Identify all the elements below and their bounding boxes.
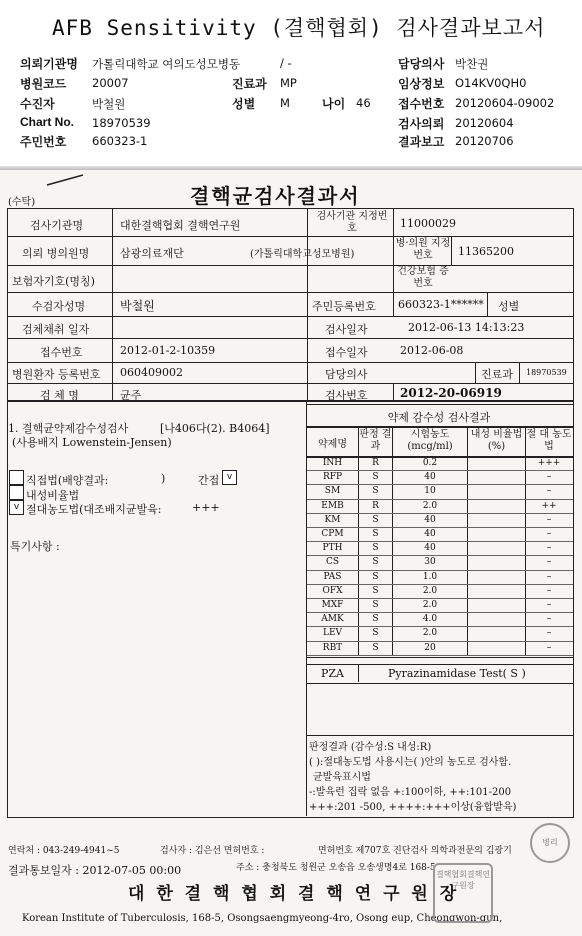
item-code: [나406다(2). B4064] bbox=[160, 422, 270, 435]
clinic-designation-label: 병·의원 지정번호 bbox=[395, 238, 451, 261]
drug-table-frame bbox=[306, 456, 574, 658]
drug-concentration: 40 bbox=[424, 529, 436, 539]
institute-seal-stamp: 결핵협회결핵연구원장 bbox=[433, 863, 493, 923]
medium-text: (사용배지 Lowenstein-Jensen) bbox=[12, 436, 172, 449]
test-request-label: 검사의뢰 bbox=[398, 117, 445, 131]
drug-name: RFP bbox=[322, 472, 343, 483]
drug-concentration: 2.0 bbox=[422, 628, 438, 639]
drug-result: S bbox=[372, 571, 379, 582]
legend-line-5: +++:201 -500, ++++:+++이상(융합발육) bbox=[309, 802, 517, 813]
referral-hospital-note: (가톨릭대학교성모병원) bbox=[250, 249, 355, 260]
rrn-label: 주민등록번호 bbox=[312, 300, 376, 313]
drug-header-concentration: 시험농도 (mcg/ml) bbox=[407, 429, 453, 452]
receipt-no-label: 접수번호 bbox=[398, 97, 445, 111]
drug-absolute: – bbox=[546, 585, 552, 596]
drug-name: OFX bbox=[322, 585, 343, 596]
drug-result: S bbox=[372, 557, 379, 568]
result-report-label: 결과보고 bbox=[398, 135, 445, 149]
footer-institute-ko: 대 한 결 핵 협 회 결 핵 연 구 원 장 bbox=[128, 884, 460, 904]
age-label: 나이 bbox=[322, 97, 346, 111]
drug-name: CS bbox=[325, 557, 340, 568]
age-value: 46 bbox=[356, 96, 371, 110]
drug-concentration: 10 bbox=[424, 486, 436, 497]
pza-value: Pyrazinamidase Test( S ) bbox=[388, 667, 526, 680]
hospital-patient-no-value: 060409002 bbox=[120, 366, 183, 379]
footer-address: 주소 : 충청북도 청원군 오송읍 오송생명4로 168-5 bbox=[236, 863, 436, 873]
footer-license: 면허번호 제707호 진단검사 의학과전문의 김광기 bbox=[318, 846, 512, 856]
drug-absolute: – bbox=[546, 628, 552, 639]
patient-name-value: 박철원 bbox=[92, 97, 126, 111]
requesting-institution-label: 의뢰기관명 bbox=[20, 57, 78, 71]
pen-stroke-mark bbox=[45, 172, 85, 188]
chart-no-label: Chart No. bbox=[20, 115, 74, 129]
pza-label: PZA bbox=[321, 667, 344, 680]
clinical-info-label: 임상정보 bbox=[398, 77, 445, 91]
drug-absolute: – bbox=[546, 614, 552, 625]
hospital-code-label: 병원코드 bbox=[20, 77, 67, 91]
accession-label: 접수번호 bbox=[40, 346, 83, 359]
drug-name: KM bbox=[324, 514, 341, 525]
drug-result: S bbox=[372, 642, 379, 653]
drug-name: LEV bbox=[322, 628, 343, 639]
indirect-method-label: 간접 bbox=[198, 474, 220, 487]
insurance-card-label: 건강보험 증번호 bbox=[397, 266, 449, 289]
report-header bbox=[0, 0, 582, 166]
direct-method-label: 직접법(배양결과: bbox=[26, 474, 109, 487]
dept-value: 18970539 bbox=[526, 368, 567, 377]
legend-line-1: 판정결과 (감수성:S 내성:R) bbox=[309, 742, 432, 753]
sex-value: M bbox=[280, 96, 290, 110]
drug-header-name: 약제명 bbox=[318, 439, 347, 450]
drug-result: S bbox=[372, 529, 379, 539]
referral-hospital-value: 삼광의료재단 bbox=[120, 247, 184, 260]
test-no-label: 검사번호 bbox=[325, 389, 368, 402]
drug-table-title: 약제 감수성 검사결과 bbox=[387, 411, 491, 424]
resident-no-value: 660323-1 bbox=[92, 134, 148, 148]
drug-concentration: 40 bbox=[424, 472, 436, 483]
drug-result: R bbox=[372, 500, 379, 511]
dept-label: 진료과 bbox=[481, 368, 513, 381]
patient-name-label: 수진자 bbox=[20, 97, 55, 111]
drug-name: CPM bbox=[321, 529, 344, 539]
test-institution-label: 검사기관명 bbox=[30, 219, 84, 232]
clinic-designation-value: 11365200 bbox=[458, 245, 514, 258]
hospital-patient-no-label: 병원환자 등록번호 bbox=[12, 368, 101, 381]
designation-label: 검사기관 지정번호 bbox=[316, 211, 388, 234]
drug-result: R bbox=[372, 458, 379, 468]
specimen-value: 균주 bbox=[120, 389, 142, 402]
drug-absolute: – bbox=[546, 472, 552, 483]
sex-label: 성별 bbox=[232, 97, 256, 111]
remarks-label: 특기사항 : bbox=[10, 540, 60, 553]
drug-result: S bbox=[372, 600, 379, 610]
drug-name: INH bbox=[322, 458, 343, 468]
form-title: 결핵균검사결과서 bbox=[190, 184, 361, 208]
test-request-value: 20120604 bbox=[455, 116, 514, 130]
drug-result: S bbox=[372, 514, 379, 525]
drug-header-result: 판정 결과 bbox=[359, 429, 392, 452]
patient-label: 수검자성명 bbox=[32, 300, 86, 313]
resident-no-label: 주민번호 bbox=[20, 135, 67, 149]
drug-result: S bbox=[372, 585, 379, 596]
drug-concentration: 40 bbox=[424, 543, 436, 554]
drug-absolute: ++ bbox=[541, 500, 557, 511]
item-title: 1. 결핵균약제감수성검사 bbox=[8, 422, 129, 435]
requesting-institution-value: 가톨릭대학교 여의도성모병동 bbox=[92, 57, 241, 71]
legend-line-3: 균발육표시법 bbox=[313, 772, 371, 783]
drug-name: AMK bbox=[321, 614, 344, 625]
specimen-date-label: 검체채취 일자 bbox=[22, 323, 90, 336]
drug-result: S bbox=[372, 543, 379, 554]
report-title: AFB Sensitivity (결핵협회) 검사결과보고서 bbox=[52, 16, 546, 40]
legend-line-4: -:발육런 집락 없음 +:100이하, ++:101-200 bbox=[309, 787, 512, 798]
doctor-label: 담당의사 bbox=[325, 368, 368, 381]
drug-concentration: 0.2 bbox=[422, 458, 438, 468]
legend-line-2: ( ):절대농도법 사용시는( )안의 농도로 검사함. bbox=[309, 757, 512, 768]
hospital-code-value: 20007 bbox=[92, 76, 129, 90]
drug-absolute: – bbox=[546, 529, 552, 539]
drug-absolute: – bbox=[546, 486, 552, 497]
drug-result: S bbox=[372, 472, 379, 483]
referral-hospital-label: 의뢰 병의원명 bbox=[22, 247, 90, 260]
department-value: MP bbox=[280, 76, 297, 90]
attending-physician-label: 담당의사 bbox=[398, 57, 445, 71]
attending-physician-value: 박찬권 bbox=[455, 57, 489, 71]
handwritten-mark: (수탁) bbox=[8, 197, 36, 208]
footer-inspector: 검사자 : 김은선 면허번호 : bbox=[160, 846, 265, 856]
drug-name: MXF bbox=[321, 600, 344, 610]
accession-date-label: 접수일자 bbox=[325, 346, 368, 359]
drug-result: S bbox=[372, 628, 379, 639]
drug-absolute: – bbox=[546, 514, 552, 525]
small-seal-stamp: 병리 bbox=[530, 823, 570, 863]
accession-date-value: 2012-06-08 bbox=[400, 344, 464, 357]
drug-name: RBT bbox=[322, 642, 343, 653]
test-date-value: 2012-06-13 14:13:23 bbox=[408, 321, 525, 334]
accession-value: 2012-01-2-10359 bbox=[120, 344, 216, 357]
chart-no-value: 18970539 bbox=[92, 116, 151, 130]
test-date-label: 검사일자 bbox=[325, 323, 368, 336]
department-label: 진료과 bbox=[232, 77, 267, 91]
drug-header-absolute: 절 대 농도법 bbox=[526, 429, 572, 452]
rrn-value: 660323-1****** bbox=[398, 298, 484, 311]
drug-absolute: – bbox=[546, 600, 552, 610]
sex-row-label: 성별 bbox=[498, 300, 520, 313]
receipt-no-value: 20120604-09002 bbox=[455, 96, 555, 110]
footer-report-date: 결과통보일자 : 2012-07-05 00:00 bbox=[8, 864, 182, 877]
specimen-label: 검 체 명 bbox=[40, 389, 79, 402]
footer-institute-en: Korean Institute of Tuberculosis, 168-5, Osongsaengmyeong-4ro, Osong eup, Cheongwon-gun, bbox=[22, 913, 503, 924]
drug-absolute: – bbox=[546, 642, 552, 653]
drug-concentration: 2.0 bbox=[422, 500, 438, 511]
designation-value: 11000029 bbox=[400, 217, 456, 230]
drug-concentration: 2.0 bbox=[422, 585, 438, 596]
drug-name: SM bbox=[324, 486, 341, 497]
test-institution-value: 대한결핵협회 결핵연구원 bbox=[120, 219, 241, 232]
drug-concentration: 4.0 bbox=[422, 614, 438, 625]
insurance-label: 보험자기호(명칭) bbox=[12, 275, 95, 288]
slash-value: / - bbox=[280, 56, 292, 70]
drug-concentration: 30 bbox=[424, 557, 436, 568]
footer-contact: 연락처 : 043-249-4941~5 bbox=[8, 846, 120, 856]
absolute-method-checkbox[interactable]: v bbox=[9, 500, 24, 515]
resistance-ratio-label: 내성비율법 bbox=[26, 489, 80, 502]
drug-concentration: 40 bbox=[424, 514, 436, 525]
drug-concentration: 1.0 bbox=[422, 571, 438, 582]
drug-result: S bbox=[372, 614, 379, 625]
clinical-info-value: O14KV0QH0 bbox=[455, 76, 527, 90]
drug-absolute: – bbox=[546, 571, 552, 582]
test-no-value: 2012-20-06919 bbox=[400, 386, 502, 400]
result-report-value: 20120706 bbox=[455, 134, 514, 148]
drug-header-ratio: 내성 비율법(%) bbox=[470, 429, 523, 452]
drug-result: S bbox=[372, 486, 379, 497]
direct-method-close: ) bbox=[161, 472, 166, 485]
drug-concentration: 2.0 bbox=[422, 600, 438, 610]
indirect-method-checkbox[interactable]: v bbox=[222, 470, 237, 485]
drug-name: PTH bbox=[322, 543, 343, 554]
drug-absolute: – bbox=[546, 557, 552, 568]
absolute-method-result: +++ bbox=[192, 501, 220, 514]
resistance-ratio-checkbox[interactable] bbox=[9, 485, 24, 500]
drug-absolute: – bbox=[546, 543, 552, 554]
drug-absolute: +++ bbox=[537, 458, 561, 468]
patient-value: 박철원 bbox=[120, 299, 155, 313]
direct-method-checkbox[interactable] bbox=[9, 470, 24, 485]
drug-name: PAS bbox=[323, 571, 342, 582]
drug-concentration: 20 bbox=[424, 642, 436, 653]
absolute-method-label: 절대농도법(대조배지균발육: bbox=[26, 503, 162, 516]
drug-name: EMB bbox=[321, 500, 344, 511]
